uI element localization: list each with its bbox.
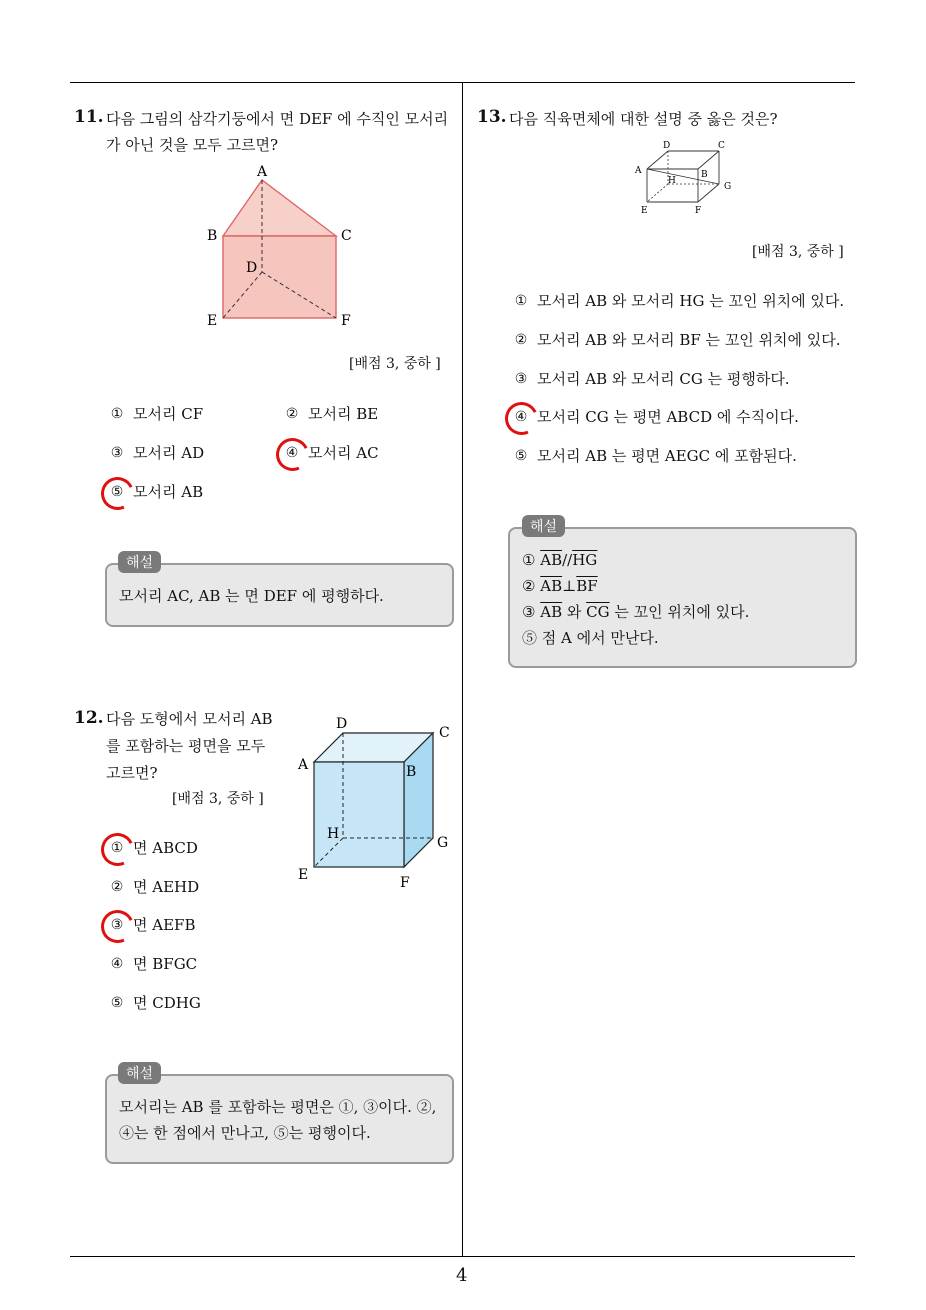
option-label: 면 BFGC (133, 955, 198, 973)
q11-option-5[interactable] (107, 481, 203, 502)
option-label: 면 AEFB (133, 916, 196, 934)
q12-option-1[interactable] (107, 837, 198, 858)
option-label: 모서리 AB 와 모서리 BF 는 꼬인 위치에 있다. (537, 331, 841, 349)
option-number-circled: ① (107, 838, 127, 858)
q13-option-5[interactable] (511, 445, 797, 466)
option-label: 모서리 AB (133, 483, 204, 501)
q13-cuboid-figure (628, 136, 740, 220)
option-label: 면 ABCD (133, 839, 198, 857)
label-B: B (207, 228, 218, 244)
option-number: ② (514, 331, 528, 348)
q11-option-4[interactable] (282, 442, 379, 463)
q11-option-2[interactable] (282, 403, 378, 424)
q11-solution-tag: 해설 (118, 551, 161, 573)
label-F: F (400, 875, 410, 891)
q13-solution-tag: 해설 (522, 515, 565, 537)
q11-solution-text: 모서리 AC, AB 는 면 DEF 에 평행하다. (119, 587, 384, 605)
q13-option-1[interactable] (511, 290, 844, 311)
q12-option-5[interactable] (107, 992, 201, 1013)
option-number: ⑤ (110, 994, 124, 1011)
label-F: F (341, 313, 351, 329)
q12-option-4[interactable] (107, 953, 197, 974)
q12-text-line1: 다음 도형에서 모서리 AB (106, 710, 273, 728)
q13-difficulty: [배점 3, 중하 ] (752, 244, 844, 260)
option-label: 모서리 AB 는 평면 AEGC 에 포함된다. (537, 447, 797, 465)
label-B: B (701, 170, 708, 180)
cuboid-front-face (314, 762, 404, 867)
label-H: H (327, 826, 340, 842)
q12-option-3[interactable] (107, 914, 195, 935)
label-G: G (724, 182, 732, 192)
q11-difficulty: [배점 3, 중하 ] (349, 356, 441, 372)
q12-solution-tag: 해설 (118, 1062, 161, 1084)
q13-number: 13. (477, 107, 507, 127)
label-D: D (246, 260, 258, 276)
label-H: H (668, 176, 676, 186)
label-C: C (718, 141, 725, 151)
q11-text-line2: 가 아닌 것을 모두 고르면? (106, 136, 279, 154)
q11-option-1[interactable] (107, 403, 203, 424)
option-label: 모서리 AB 와 모서리 CG 는 평행하다. (537, 370, 790, 388)
label-D: D (336, 716, 348, 732)
q11-option-3[interactable] (107, 442, 204, 463)
label-E: E (641, 206, 648, 216)
label-E: E (298, 867, 309, 883)
option-number: ② (110, 878, 124, 895)
option-number: ① (110, 405, 124, 422)
q13-text: 다음 직육면체에 대한 설명 중 옳은 것은? (509, 110, 778, 128)
option-number: ③ (110, 444, 124, 461)
q13-option-2[interactable] (511, 329, 841, 350)
label-C: C (341, 228, 352, 244)
prism-top-face (223, 180, 336, 236)
q12-solution-line2: ④는 한 점에서 만나고, ⑤는 평행이다. (119, 1124, 371, 1142)
option-number: ⑤ (514, 447, 528, 464)
q13-solution-line2: ② $\overline{AB}\perp\overline{BF}$ (522, 577, 598, 595)
option-number-circled: ④ (282, 443, 302, 463)
option-label: 모서리 AD (133, 444, 205, 462)
label-A: A (257, 164, 268, 180)
q12-text-line2: 를 포함하는 평면을 모두 (106, 737, 266, 755)
option-label: 모서리 BE (308, 405, 379, 423)
label-B: B (406, 764, 417, 780)
q12-text-line3: 고르면? (106, 764, 158, 782)
label-A: A (635, 166, 642, 176)
label-F: F (695, 206, 702, 216)
q13-solution-line1: ① $\overline{AB}//\overline{HG}$ (522, 551, 598, 569)
label-C: C (439, 725, 450, 741)
q12-option-2[interactable] (107, 876, 199, 897)
prism-front-face (223, 236, 336, 318)
column-divider (462, 82, 463, 1257)
option-number-circled: ③ (107, 915, 127, 935)
option-label: 모서리 AC (308, 444, 379, 462)
option-label: 면 CDHG (133, 994, 201, 1012)
option-label: 모서리 AB 와 모서리 HG 는 꼬인 위치에 있다. (537, 292, 845, 310)
q13-solution-box (508, 527, 857, 668)
q11-triangular-prism-figure (195, 160, 365, 330)
q13-solution-line4: ⑤ 점 A 에서 만난다. (522, 629, 659, 647)
q12-cuboid-figure (292, 710, 462, 895)
q13-solution-line3: ③ $\overline{AB}$ 와 $\overline{CG}$ 는 꼬인 위치에 있다. (522, 603, 750, 621)
q11-number: 11. (74, 107, 104, 127)
q11-text-line1: 다음 그림의 삼각기둥에서 면 DEF 에 수직인 모서리 (106, 110, 449, 128)
q13-option-4[interactable] (511, 406, 799, 427)
label-E: E (207, 313, 218, 329)
q11-solution-box (105, 563, 454, 627)
bottom-rule (70, 1256, 855, 1257)
option-number: ③ (514, 370, 528, 387)
page-number: 4 (456, 1265, 468, 1286)
option-number-circled: ⑤ (107, 482, 127, 502)
q12-solution-box (105, 1074, 454, 1164)
option-number-circled: ④ (511, 407, 531, 427)
q12-number: 12. (74, 708, 104, 728)
option-number: ① (514, 292, 528, 309)
option-label: 모서리 CF (133, 405, 204, 423)
q12-difficulty: [배점 3, 중하 ] (172, 791, 264, 807)
label-G: G (437, 835, 449, 851)
option-label: 모서리 CG 는 평면 ABCD 에 수직이다. (537, 408, 799, 426)
option-label: 면 AEHD (133, 878, 200, 896)
option-number: ④ (110, 955, 124, 972)
option-number: ② (285, 405, 299, 422)
q12-solution-line1: 모서리는 AB 를 포함하는 평면은 ①, ③이다. ②, (119, 1098, 437, 1116)
label-D: D (663, 141, 671, 151)
q13-option-3[interactable] (511, 368, 790, 389)
label-A: A (298, 757, 309, 773)
